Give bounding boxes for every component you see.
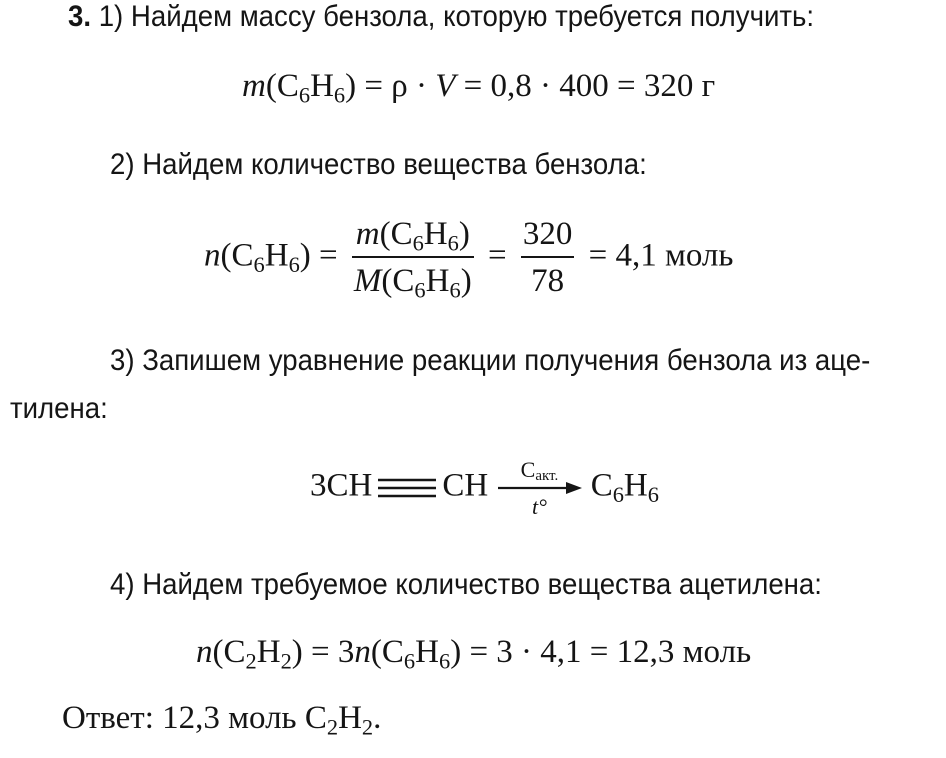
catalyst-label: $C_{акт.}$ [520,457,559,484]
acetylene-formula: $n(C_2H_2) = 3n(C_6H_6) = 3 \cdot 4,1 = 12,3$ моль [196,634,752,674]
step1-text [68,0,814,34]
step3-text-line1: 3) Запишем уравнение реакции получения бензола из аце- [110,344,871,377]
answer-line: Ответ: 12,3 моль $C_2H_2$. [62,700,382,740]
mass-over-molar-mass-fraction: $\frac{m(C_6H_6)}{M(C_6H_6)}$ [352,212,474,304]
step2-text: 2) Найдем количество вещества бензола: [110,148,647,181]
step1-label: 1) Найдем массу бензола, которую требуется получить: [98,0,815,33]
step4-text: 4) Найдем требуемое количество вещества ацетилена: [110,568,822,601]
numeric-fraction: $\frac{320}{78}$ [521,212,575,304]
problem-number: 3. [68,0,92,33]
reaction-arrow [496,458,582,518]
step3-text-line2: тилена: [10,392,108,425]
amount-formula: $n(C_6H_6)$ = $\frac{m(C_6H_6)}{M(C_6H_6)}$ = $\frac{320}{78}$ = 4,1 моль [204,212,733,304]
reaction-equation: 3CH CH $C_{акт.}$ t° $C_6H_6$ [310,457,659,519]
arrow-icon [496,482,582,494]
temperature-label: t° [531,494,547,519]
triple-bond-icon [376,477,438,499]
mass-formula: $m(C_6H_6) = \rho \cdot V = 0,8 \cdot 400 = 320$ г [242,68,716,108]
